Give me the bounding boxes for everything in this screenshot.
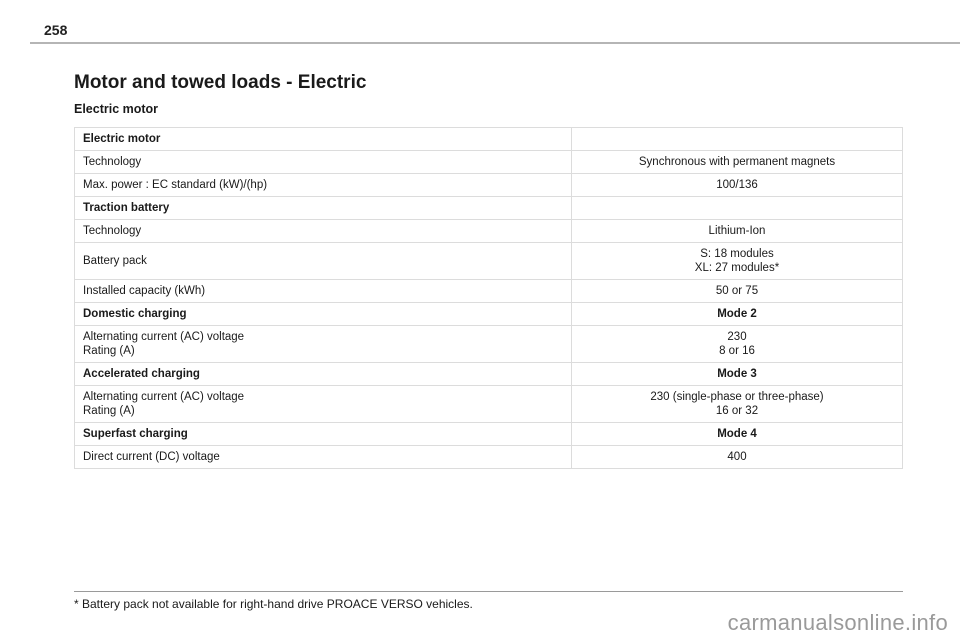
row-value: Mode 3	[717, 368, 757, 380]
row-value-cell	[572, 326, 903, 363]
row-value: 16 or 32	[715, 405, 759, 417]
row-value: 8 or 16	[719, 345, 755, 357]
row-label-cell	[75, 363, 572, 386]
row-value-cell	[572, 151, 903, 174]
row-label-cell	[75, 280, 572, 303]
row-label-cell	[75, 197, 572, 220]
row-label-cell	[75, 220, 572, 243]
row-label: Superfast charging	[83, 428, 188, 440]
row-label: Accelerated charging	[83, 368, 200, 380]
table-section-row	[75, 363, 903, 386]
table-section-row	[75, 423, 903, 446]
row-value: XL: 27 modules*	[694, 262, 780, 274]
row-value-cell	[572, 220, 903, 243]
row-label-cell	[75, 243, 572, 280]
row-label: Technology	[83, 225, 142, 237]
row-value: Synchronous with permanent magnets	[638, 156, 836, 168]
row-value-cell	[572, 363, 903, 386]
table-row	[75, 280, 903, 303]
row-value: S: 18 modules	[700, 248, 774, 260]
row-label-cell	[75, 151, 572, 174]
row-value-cell	[572, 386, 903, 423]
table-row	[75, 174, 903, 197]
row-value-cell	[572, 446, 903, 469]
row-value: Mode 4	[717, 428, 757, 440]
row-label: Alternating current (AC) voltage	[83, 331, 245, 343]
row-label: Traction battery	[83, 202, 170, 214]
row-label: Direct current (DC) voltage	[83, 451, 220, 463]
row-label: Rating (A)	[83, 345, 135, 357]
row-value-cell	[572, 243, 903, 280]
table-row	[75, 326, 903, 363]
table-row	[75, 220, 903, 243]
table-row	[75, 151, 903, 174]
table-row	[75, 446, 903, 469]
table-section-row	[75, 128, 903, 151]
row-label: Installed capacity (kWh)	[83, 285, 206, 297]
row-label-cell	[75, 386, 572, 423]
specifications-table	[74, 127, 903, 469]
row-value: 400	[727, 451, 747, 463]
watermark: carmanualsonline.info	[727, 610, 948, 635]
row-value: 230 (single-phase or three-phase)	[650, 391, 824, 403]
row-label: Battery pack	[83, 255, 147, 267]
row-value: 50 or 75	[715, 285, 759, 297]
table-section-row	[75, 197, 903, 220]
row-value: 230	[727, 331, 747, 343]
row-label: Technology	[83, 156, 142, 168]
row-value-cell	[572, 423, 903, 446]
row-value-cell	[572, 280, 903, 303]
row-label-cell	[75, 303, 572, 326]
row-label: Electric motor	[83, 133, 161, 145]
row-value: Lithium-Ion	[708, 225, 766, 237]
table-row	[75, 243, 903, 280]
row-value-cell	[572, 303, 903, 326]
row-value-cell	[572, 174, 903, 197]
table-section-row	[75, 303, 903, 326]
row-label: Domestic charging	[83, 308, 187, 320]
row-value-cell	[572, 128, 903, 151]
row-label: Rating (A)	[83, 405, 135, 417]
page-title: Motor and towed loads - Electric	[74, 72, 367, 93]
row-value: 100/136	[716, 179, 758, 191]
specifications-table-body	[75, 128, 903, 469]
row-label: Max. power : EC standard (kW)/(hp)	[83, 179, 268, 191]
row-value-cell	[572, 197, 903, 220]
footnote: * Battery pack not available for right-hand drive PROACE VERSO vehicles.	[74, 597, 473, 611]
row-label-cell	[75, 128, 572, 151]
row-label-cell	[75, 174, 572, 197]
table-row	[75, 386, 903, 423]
section-subtitle: Electric motor	[74, 102, 159, 116]
row-label-cell	[75, 446, 572, 469]
row-value: Mode 2	[717, 308, 757, 320]
row-label-cell	[75, 423, 572, 446]
footnote-divider	[74, 591, 903, 592]
row-label: Alternating current (AC) voltage	[83, 391, 245, 403]
page-number: 258	[44, 22, 68, 38]
header-divider	[30, 42, 960, 44]
row-label-cell	[75, 326, 572, 363]
